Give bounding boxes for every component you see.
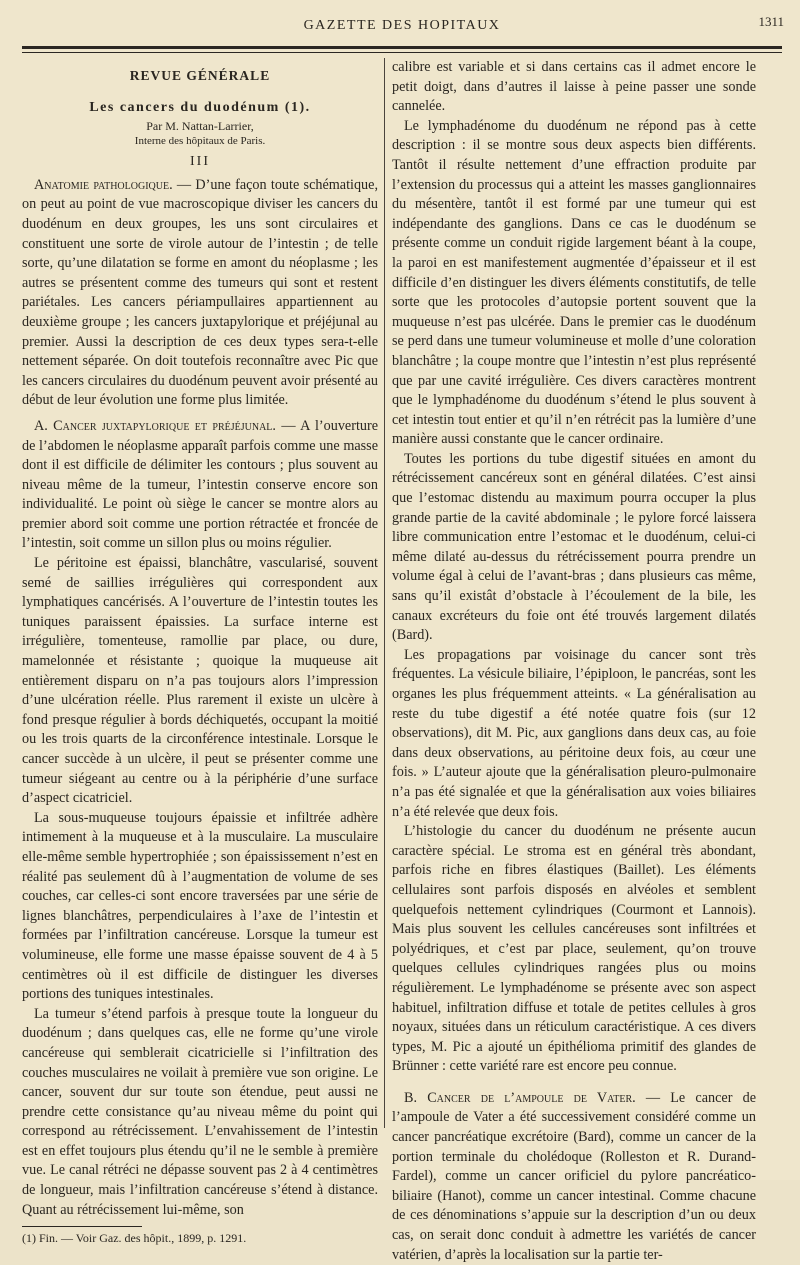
paragraph bbox=[22, 176, 378, 411]
section-title: REVUE GÉNÉRALE bbox=[129, 68, 271, 83]
article-title: Les cancers du duodénum (1). bbox=[89, 99, 311, 115]
paragraph: Le lymphadénome du duodénum ne répond pas à cette description : il se montre sous deux aspects bien différents. Tantôt il résulte nettement d’une effraction produite par l’extension du processus qui a atteint les masses ganglionnaires du mésentère, tantôt il est formé par une tumeur qui est indépendante des ganglions. Dans ce cas le duodénum se présente comme un conduit rigide largement béant à la coupe, la paroi en est manifestement augmentée d’épaisseur et il est difficile d’en distinguer les divers éléments constitutifs, de telle sorte que les protocoles d’autopsie portent souvent que la muqueuse n’est pas ulcérée. Dans le premier cas le duodénum se perd dans une tumeur volumineuse et molle d’une coloration blanchâtre ; la coupe montre que l’intestin n’est plus représenté que par une cavité irrégulière. Ces divers caractères montrent que le lymphadénome du duodénum s’étend le plus souvent à cet intestin tout entier et qu’il n’en rétrécit pas la lumière d’une manière aussi constante que le cancer ordinaire. bbox=[392, 117, 756, 448]
paragraph-text: — D’une façon toute schématique, on peut au point de vue macroscopique diviser les cancers du duodénum en deux groupes, les uns sont circulaires et constituent une sorte de virole autour de l’intestin ; de telle sorte, qu’une dilatation se forme en amont du néoplasme ; les autres se présentent comme des tumeurs qui sont et restent pariétales. Les cancers périampullaires appartiennent au deuxième groupe ; les cancers juxtapylorique et préjéjunal au premier. Aussi la description de ces deux types sera-t-elle nettement séparée. On doit toutefois reconnaître avec Pic que les cancers circulaires du duodénum peuvent avoir présenté au début de leur évolution une forme plus limitée. bbox=[22, 176, 378, 409]
paragraph bbox=[22, 417, 378, 554]
paragraph bbox=[392, 1089, 756, 1265]
paragraph: Toutes les portions du tube digestif situées en amont du rétrécissement cancéreux sont en général dilatées. C’est ainsi que l’estomac distendu au maximum pourra occuper la plus grande partie de la cavité abdominale ; le pylore forcé laissera libre communication entre l’estomac et le duodénum, celui-ci même dilaté au-dessus du rétrécissement pourra prendre un volume égal à celui de l’avant-bras ; dans plusieurs cas même, sans qu’il existât d’obstacle à l’écoulement de la bile, les canaux excréteurs du foie ont été trouvés largement dilatés (Bard). bbox=[392, 450, 756, 644]
left-column bbox=[22, 58, 378, 1246]
paragraph-text: — A l’ouverture de l’abdomen le néoplasme apparaît parfois comme une masse dont il est difficile de délimiter les contours ; plus souvent au niveau même de la tumeur, l’intestin conserve encore son individualité. Le point où siège le cancer se montre alors au premier abord soit comme une portion rétractée et froncée de l’intestin, soit comme un sillon plus ou moins régulier. bbox=[22, 417, 379, 552]
part-number: III bbox=[190, 154, 210, 170]
header-rule-thin bbox=[22, 52, 782, 53]
paragraph: La tumeur s’étend parfois à presque toute la longueur du duodénum ; dans quelques cas, elle ne forme qu’une virole cancéreuse qui semblerait cicatricielle si l’infiltration des couches musculaires ne voilait à première vue son origine. Le cancer, souvent dur sur toute son étendue, peut aussi ne prendre cette consistance qu’au niveau même du point qui correspond au rétrécissement. L’envahissement de l’intestin est en effet toujours plus étendu qu’il ne le semble à première vue. Le canal rétréci ne dépasse souvent pas 2 à 4 centimètres de longueur, mais l’infiltration cancéreuse s’étend à distance. Quant au rétrécissement lui-même, son bbox=[22, 1005, 378, 1218]
spacer bbox=[392, 1077, 756, 1089]
author-role: Interne des hôpitaux de Paris. bbox=[134, 135, 266, 148]
footnote-rule bbox=[22, 1226, 142, 1227]
paragraph-heading: Anatomie pathologique. bbox=[34, 176, 173, 193]
author-line: Par M. Nattan-Larrier, bbox=[146, 119, 254, 134]
paragraph: Les propagations par voisinage du cancer sont très fréquentes. La vésicule biliaire, l’épiploon, le pancréas, sont les organes les plus fréquemment atteints. « La généralisation au reste du tube digestif a été notée quatre fois (sur 12 observations), dit M. Pic, aux ganglions dans deux cas, au foie dans deux observations, au péritoine deux fois, au cœur une fois. » L’auteur ajoute que la généralisation pleuro-pulmonaire n’a pas été signalée et que la généralisation aux voies biliaires n’a été relevée que deux fois. bbox=[392, 646, 756, 820]
footnote: (1) Fin. — Voir Gaz. des hôpit., 1899, p. 1291. bbox=[22, 1231, 247, 1246]
journal-title: GAZETTE DES HOPITAUX bbox=[303, 18, 501, 33]
paragraph: calibre est variable et si dans certains cas il admet encore le petit doigt, dans d’autres il laisse à peine passer une sonde cannelée. bbox=[392, 59, 756, 115]
paragraph: La sous-muqueuse toujours épaissie et infiltrée adhère intimement à la muqueuse et à la musculaire. La musculaire elle-même semble hypertrophiée ; son épaississement n’est en réalité pas seulement dû à l’augmentation de volume de ses couches, car celles-ci sont encore traversées par une série de lignes blanchâtres, perpendiculaires à l’axe de l’intestin et formées par l’infiltration cancéreuse. Lorsque la tumeur est volumineuse, elle forme une masse épaisse souvent de 4 à 5 centimètres où il est difficile de distinguer les diverses portions des tuniques intestinales. bbox=[22, 809, 378, 1003]
paragraph-heading: A. Cancer juxtapylorique et préjéjunal. bbox=[34, 417, 276, 434]
column-divider bbox=[384, 58, 385, 1128]
paragraph: L’histologie du cancer du duodénum ne présente aucun caractère spécial. Le stroma est en général très abondant, parfois riche en fibres élastiques (Baillet). Les éléments cellulaires sont parfois disposés en alvéoles et semblent quelquefois nettement cylindriques (Courmont et Lannois). Mais plus souvent les cellules cancéreuses sont infiltrées et polyédriques, et c’est par place, seulement, qu’on trouve quelques cellules cylindriques rangées plus ou moins régulièrement. Le lymphadénome se présente avec son aspect habituel, infiltration diffuse et totale de petites cellules à gros noyaux, situées dans un réticulum caractéristique. A ces divers types, M. Pic a ajouté un épithélioma primitif des glandes de Brünner : cette variété rare est encore peu connue. bbox=[392, 823, 756, 1075]
header-rule-thick bbox=[22, 46, 782, 49]
paragraph-heading: B. Cancer de l’ampoule de Vater. bbox=[404, 1089, 636, 1106]
page-header bbox=[20, 10, 784, 40]
right-column bbox=[392, 58, 756, 1265]
paragraph: Le péritoine est épaissi, blanchâtre, vascularisé, souvent semé de saillies irrégulières qui correspondent aux lymphatiques cancérisés. A l’ouverture de l’intestin toutes les tuniques paraissent épaissies. La surface interne est irrégulière, tomenteuse, ramollie par place, ou dure, mamelonnée et résistante ; quoique la muqueuse ait entièrement disparu on n’a pas toujours alors l’impression d’une ulcération réelle. Plus rarement il existe un ulcère à fond presque régulier à bords déchiquetés, occupant la moitié ou les trois quarts de la circonférence intestinale. Lorsque le cancer succède à un ulcère, il peut se présenter comme une tumeur siégeant au centre ou à la périphérie d’une surface d’aspect cicatriciel. bbox=[22, 555, 378, 807]
paragraph-text: — Le cancer de l’ampoule de Vater a été successivement considéré comme un cancer pancréatique excrétoire (Bard), comme un cancer de la portion terminale du cholédoque (Rolleston et R. Durand-Fardel), comme un cancer orificiel du pylore pancréatico-biliaire (Hanot), comme un cancer intestinal. Comme chacune de ces dénominations s’appuie sur la description d’un ou deux cas, on serait donc conduit à admettre les variétés de cancer vatérien, d’après la localisation sur la partie ter- bbox=[392, 1089, 757, 1263]
page-number: 1311 bbox=[758, 14, 784, 29]
